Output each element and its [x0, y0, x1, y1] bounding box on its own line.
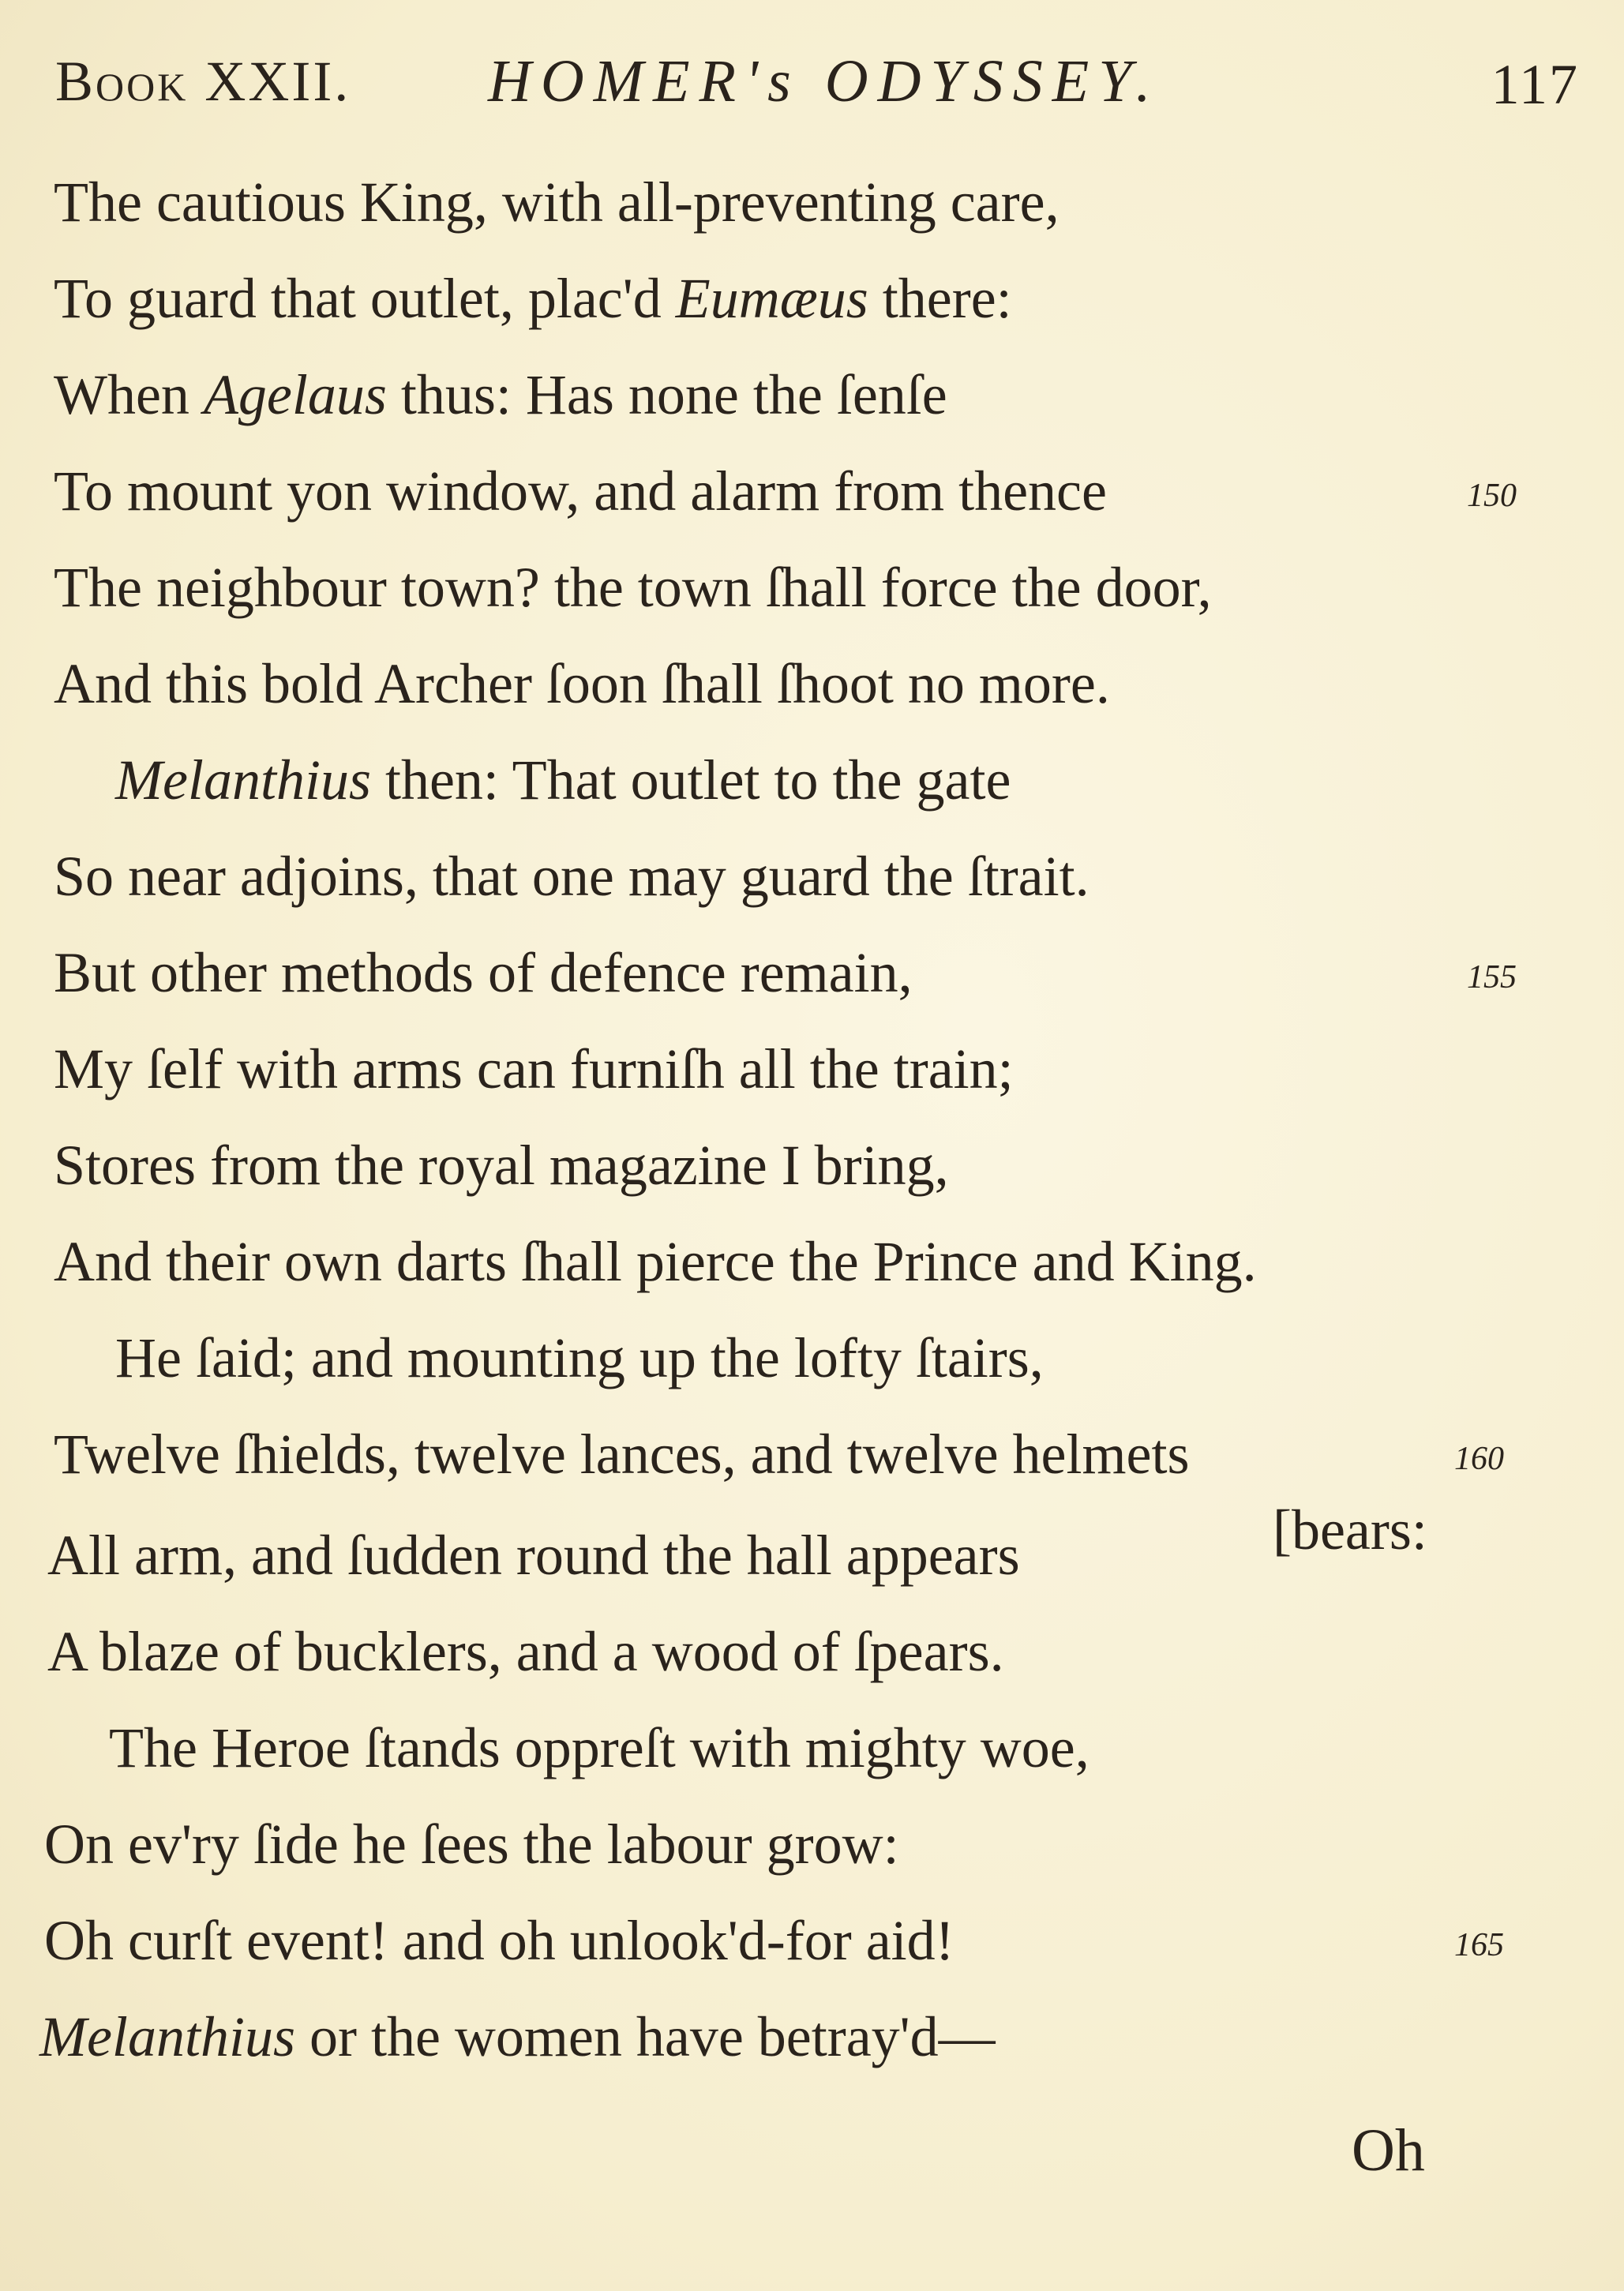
verse-text: My ſelf with arms can furniſh all the train;: [54, 1037, 1014, 1101]
verse-line: [0, 1805, 1624, 1884]
verse-line: [0, 837, 1624, 916]
page-number: 117: [1491, 53, 1579, 116]
verse-line: [0, 933, 1624, 1012]
verse-line: [0, 1612, 1624, 1691]
verse-line: [0, 355, 1624, 434]
catchword: Oh: [1352, 2117, 1425, 2184]
verse-line: [0, 163, 1624, 242]
verse-text: Stores from the royal magazine I bring,: [54, 1134, 949, 1197]
verse-text: And their own darts ſhall pierce the Prince and King.: [54, 1230, 1257, 1293]
verse-line: [0, 1415, 1624, 1494]
verse-text: To mount yon window, and alarm from thence: [54, 459, 1107, 523]
verse-text: The neighbour town? the town ſhall force the door,: [54, 556, 1212, 619]
verse-line: [0, 644, 1624, 723]
verse-line: [0, 1708, 1624, 1787]
verse-line: [0, 741, 1624, 819]
verse-text: All arm, and ſudden round the hall appears: [47, 1524, 1020, 1587]
verse-text: The Heroe ſtands oppreſt with mighty woe,: [109, 1716, 1090, 1779]
verse-text: The cautious King, with all-preventing care,: [54, 171, 1060, 234]
verse-line: [0, 548, 1624, 627]
verse-text: He ſaid; and mounting up the lofty ſtairs,: [115, 1326, 1044, 1389]
verse-line: [0, 452, 1624, 531]
verse-text: Twelve ſhields, twelve lances, and twelve helmets: [54, 1423, 1190, 1486]
verse-text: And this bold Archer ſoon ſhall ſhoot no more.: [54, 652, 1110, 715]
line-number: 160: [1454, 1441, 1504, 1477]
verse-text: When Agelaus thus: Has none the ſenſe: [54, 363, 947, 426]
book-label: Book XXII.: [55, 50, 351, 113]
verse-line: [0, 1126, 1624, 1205]
turnover-word: [bears:: [1273, 1498, 1427, 1562]
running-header: [55, 41, 1579, 128]
verse-text: But other methods of defence remain,: [54, 941, 913, 1004]
verse-line: [0, 1901, 1624, 1980]
verse-line: [0, 1029, 1624, 1108]
verse-text: So near adjoins, that one may guard the ſtrait.: [54, 845, 1090, 908]
line-number: 165: [1454, 1927, 1504, 1963]
verse-text: To guard that outlet, plac'd Eumæus there:: [54, 267, 1012, 330]
verse-text: Oh curſt event! and oh unlook'd-for aid!: [44, 1909, 955, 1972]
verse-text: Melanthius or the women have betray'd—: [39, 2005, 996, 2068]
verse-text: A blaze of bucklers, and a wood of ſpears.: [47, 1620, 1004, 1683]
running-title: HOMER's ODYSSEY.: [488, 48, 1161, 114]
verse-text: Melanthius then: That outlet to the gate: [115, 748, 1011, 812]
verse-line: [0, 1222, 1624, 1301]
line-number: 150: [1467, 478, 1517, 514]
verse-line: [0, 1318, 1624, 1397]
line-number: 155: [1467, 959, 1517, 996]
verse-line: [0, 259, 1624, 338]
verse-line: [0, 1997, 1624, 2076]
verse-text: On ev'ry ſide he ſees the labour grow:: [44, 1813, 899, 1876]
